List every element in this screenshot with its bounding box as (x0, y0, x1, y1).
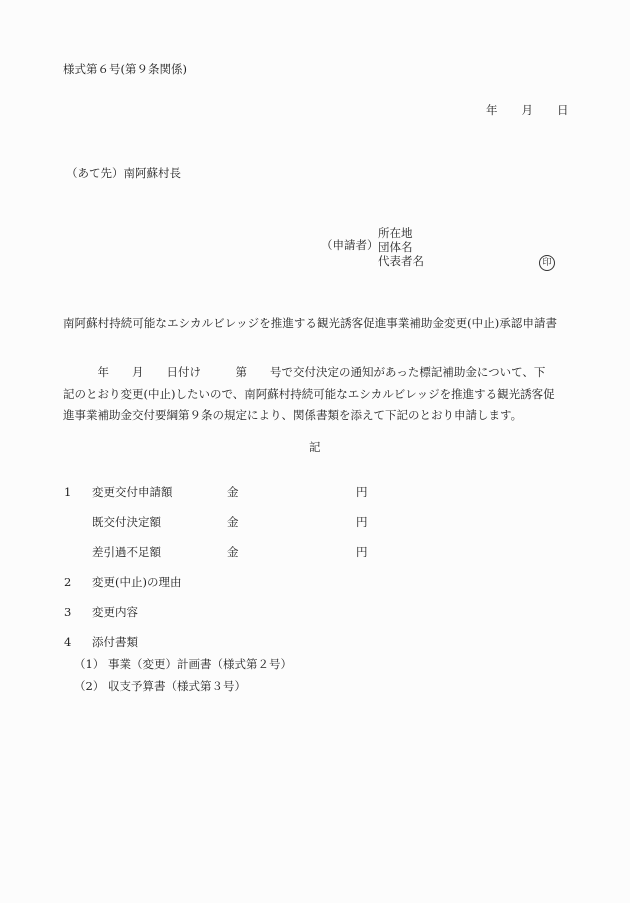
item-label: 変更(中止)の理由 (92, 575, 182, 589)
item-number: 1 (64, 485, 72, 499)
body-line-3: 進事業補助金交付要綱第９条の規定により、関係書類を添えて下記のとおり申請します。 (63, 408, 523, 422)
item-label: 変更内容 (92, 605, 138, 619)
kin-prefix: 金 (227, 485, 239, 499)
applicant-label: （申請者） (321, 238, 379, 252)
body-paragraph (63, 362, 583, 427)
form-number: 様式第６号(第９条関係) (63, 62, 187, 76)
addressee: （あて先）南阿蘇村長 (66, 166, 181, 180)
attachment-number: （2） (74, 679, 105, 693)
seal-icon: 印 (539, 255, 555, 271)
applicant-fields (378, 226, 424, 268)
item-number: 3 (64, 605, 72, 619)
attachment-number: （1） (74, 657, 105, 671)
item-label: 差引過不足額 (92, 545, 161, 559)
document-title: 南阿蘇村持続可能なエシカルビレッジを推進する観光誘客促進事業補助金変更(中止)承認申請書 (63, 316, 558, 330)
yen-suffix: 円 (356, 485, 368, 499)
ki-heading: 記 (309, 440, 321, 454)
year-label: 年 (486, 103, 498, 117)
month-label: 月 (521, 103, 533, 117)
item-number: 2 (64, 575, 72, 589)
kin-prefix: 金 (227, 515, 239, 529)
item-label: 添付書類 (92, 635, 138, 649)
item-label: 既交付決定額 (92, 515, 161, 529)
kin-prefix: 金 (227, 545, 239, 559)
item-label: 変更交付申請額 (92, 485, 173, 499)
applicant-field-organization: 団体名 (378, 240, 413, 254)
attachment-label: 事業（変更）計画書（様式第２号） (108, 657, 292, 671)
yen-suffix: 円 (356, 515, 368, 529)
applicant-field-address: 所在地 (378, 226, 413, 240)
day-label: 日 (557, 103, 569, 117)
body-line-2: 記のとおり変更(中止)したいので、南阿蘇村持続可能なエシカルビレッジを推進する観光誘客促 (63, 386, 555, 401)
attachment-label: 収支予算書（様式第３号） (108, 679, 246, 693)
yen-suffix: 円 (356, 545, 368, 559)
date-line (486, 105, 569, 117)
item-number: 4 (64, 635, 72, 649)
body-line-1: 年 月 日付け 第 号で交付決定の通知があった標記補助金について、下 (63, 365, 546, 379)
applicant-field-representative: 代表者名 (378, 254, 424, 268)
